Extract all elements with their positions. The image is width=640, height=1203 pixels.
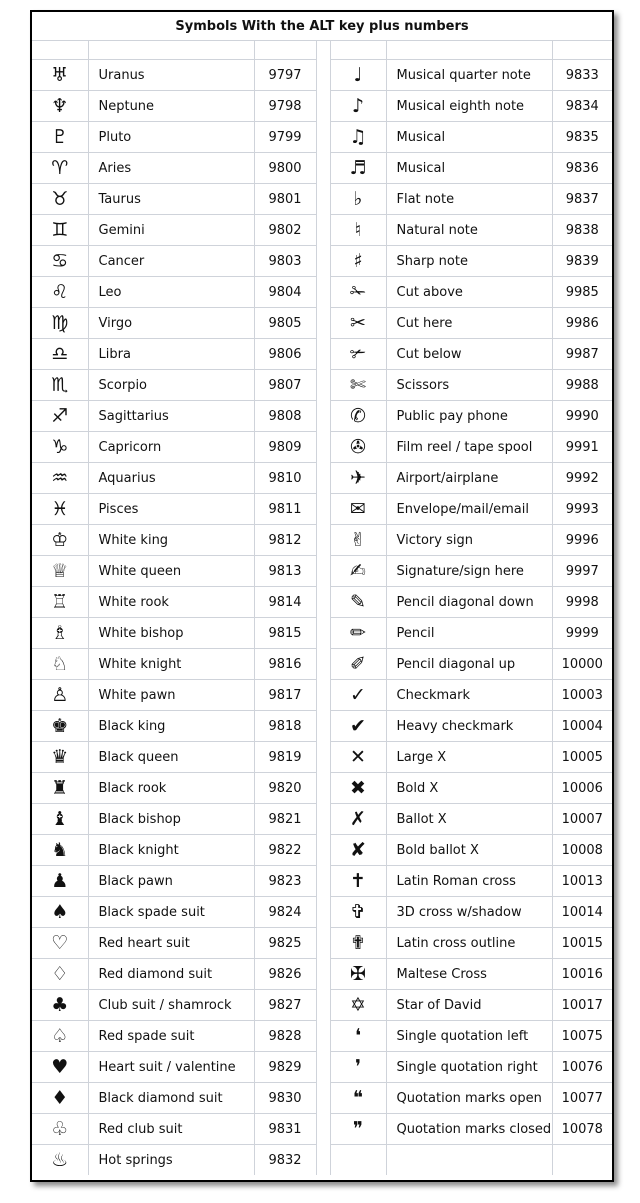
symbol-glyph: ✌: [330, 525, 386, 556]
blank-row: [32, 41, 612, 60]
symbol-name: Virgo: [88, 308, 254, 339]
symbol-name: Pencil diagonal up: [386, 649, 552, 680]
symbol-glyph: ♅: [32, 60, 88, 91]
symbol-name: Cut here: [386, 308, 552, 339]
alt-code: 9811: [254, 494, 316, 525]
symbol-name: Maltese Cross: [386, 959, 552, 990]
table-row: [32, 959, 612, 990]
symbol-name: Red heart suit: [88, 928, 254, 959]
symbol-name: White king: [88, 525, 254, 556]
symbol-glyph: ✂: [330, 308, 386, 339]
alt-code: 10008: [552, 835, 612, 866]
symbol-name: Black knight: [88, 835, 254, 866]
alt-code: 9823: [254, 866, 316, 897]
column-gap: [316, 1083, 330, 1114]
table-row: [32, 711, 612, 742]
table-row: [32, 91, 612, 122]
table-row: [32, 1145, 612, 1176]
symbol-name: 3D cross w/shadow: [386, 897, 552, 928]
symbol-glyph: ✉: [330, 494, 386, 525]
table-row: [32, 1114, 612, 1145]
symbol-name: Libra: [88, 339, 254, 370]
table-row: [32, 277, 612, 308]
symbol-glyph: ✎: [330, 587, 386, 618]
alt-code: 9803: [254, 246, 316, 277]
table-row: [32, 742, 612, 773]
alt-code: 9814: [254, 587, 316, 618]
symbol-glyph: ♛: [32, 742, 88, 773]
alt-code: 9806: [254, 339, 316, 370]
column-gap: [316, 308, 330, 339]
symbol-glyph: ♬: [330, 153, 386, 184]
symbol-glyph: ✔: [330, 711, 386, 742]
symbol-name: Scorpio: [88, 370, 254, 401]
symbol-name: Hot springs: [88, 1145, 254, 1176]
symbol-name: Cancer: [88, 246, 254, 277]
table-row: [32, 804, 612, 835]
symbol-glyph: ♎: [32, 339, 88, 370]
symbol-name: Black spade suit: [88, 897, 254, 928]
alt-code: 9837: [552, 184, 612, 215]
symbol-name: Black diamond suit: [88, 1083, 254, 1114]
alt-code: 9993: [552, 494, 612, 525]
symbol-name: White queen: [88, 556, 254, 587]
alt-code: 9815: [254, 618, 316, 649]
table-row: [32, 897, 612, 928]
column-gap: [316, 680, 330, 711]
alt-code: 9998: [552, 587, 612, 618]
symbol-glyph: ✕: [330, 742, 386, 773]
symbol-glyph: ♙: [32, 680, 88, 711]
table-row: [32, 1052, 612, 1083]
alt-code: 10003: [552, 680, 612, 711]
alt-code: 9820: [254, 773, 316, 804]
symbol-name: White knight: [88, 649, 254, 680]
symbol-glyph: ♞: [32, 835, 88, 866]
alt-code: 9997: [552, 556, 612, 587]
symbol-glyph: ♆: [32, 91, 88, 122]
symbol-glyph: ♇: [32, 122, 88, 153]
column-gap: [316, 742, 330, 773]
alt-code: 10013: [552, 866, 612, 897]
symbol-name: Bold ballot X: [386, 835, 552, 866]
symbol-glyph: ✃: [330, 339, 386, 370]
table-row: [32, 587, 612, 618]
symbol-name: Black pawn: [88, 866, 254, 897]
alt-code: 9829: [254, 1052, 316, 1083]
alt-code: 9807: [254, 370, 316, 401]
symbol-glyph: ✡: [330, 990, 386, 1021]
alt-code: 10015: [552, 928, 612, 959]
symbol-name: Sagittarius: [88, 401, 254, 432]
symbol-name: Single quotation right: [386, 1052, 552, 1083]
alt-code: 9802: [254, 215, 316, 246]
symbol-sheet: [30, 10, 614, 1182]
symbol-name: Pencil: [386, 618, 552, 649]
symbol-glyph: ♜: [32, 773, 88, 804]
column-gap: [316, 866, 330, 897]
alt-code: 10014: [552, 897, 612, 928]
alt-code: 9813: [254, 556, 316, 587]
alt-code: 9809: [254, 432, 316, 463]
symbol-glyph: ♖: [32, 587, 88, 618]
symbol-glyph: ♩: [330, 60, 386, 91]
symbol-name: Film reel / tape spool: [386, 432, 552, 463]
table-row: [32, 308, 612, 339]
alt-code: 9996: [552, 525, 612, 556]
column-gap: [316, 1145, 330, 1176]
column-gap: [316, 60, 330, 91]
column-gap: [316, 711, 330, 742]
table-row: [32, 556, 612, 587]
alt-code: 10077: [552, 1083, 612, 1114]
symbol-table: [32, 12, 612, 1175]
symbol-name: Club suit / shamrock: [88, 990, 254, 1021]
symbol-glyph: ✝: [330, 866, 386, 897]
symbol-name: Quotation marks open: [386, 1083, 552, 1114]
symbol-name: Taurus: [88, 184, 254, 215]
symbol-glyph: ✍: [330, 556, 386, 587]
symbol-name: Single quotation left: [386, 1021, 552, 1052]
column-gap: [316, 990, 330, 1021]
table-row: [32, 835, 612, 866]
symbol-glyph: ♫: [330, 122, 386, 153]
table-row: [32, 153, 612, 184]
column-gap: [316, 618, 330, 649]
symbol-name: Airport/airplane: [386, 463, 552, 494]
alt-code: 9985: [552, 277, 612, 308]
symbol-glyph: ✓: [330, 680, 386, 711]
alt-code: 9834: [552, 91, 612, 122]
symbol-name: Neptune: [88, 91, 254, 122]
table-row: [32, 649, 612, 680]
symbol-glyph: ❝: [330, 1083, 386, 1114]
alt-code: 10004: [552, 711, 612, 742]
alt-code: 9798: [254, 91, 316, 122]
alt-code: 9992: [552, 463, 612, 494]
symbol-glyph: ♭: [330, 184, 386, 215]
table-row: [32, 60, 612, 91]
column-gap: [316, 1114, 330, 1145]
symbol-glyph: ♋: [32, 246, 88, 277]
alt-code: 10005: [552, 742, 612, 773]
symbol-glyph: ❜: [330, 1052, 386, 1083]
symbol-glyph: ♑: [32, 432, 88, 463]
symbol-name: Quotation marks closed: [386, 1114, 552, 1145]
symbol-glyph: ✏: [330, 618, 386, 649]
column-gap: [316, 215, 330, 246]
symbol-glyph: ♓: [32, 494, 88, 525]
alt-code: 9816: [254, 649, 316, 680]
symbol-name: Aquarius: [88, 463, 254, 494]
symbol-name: Latin cross outline: [386, 928, 552, 959]
column-gap: [316, 525, 330, 556]
symbol-glyph: ❛: [330, 1021, 386, 1052]
alt-code: 9826: [254, 959, 316, 990]
symbol-glyph: ♘: [32, 649, 88, 680]
symbol-name: Black rook: [88, 773, 254, 804]
alt-code: 9831: [254, 1114, 316, 1145]
symbol-name: Star of David: [386, 990, 552, 1021]
alt-code: 10017: [552, 990, 612, 1021]
symbol-glyph: ❞: [330, 1114, 386, 1145]
symbol-name: Pencil diagonal down: [386, 587, 552, 618]
alt-code: 9818: [254, 711, 316, 742]
symbol-glyph: ✄: [330, 370, 386, 401]
symbol-name: Gemini: [88, 215, 254, 246]
symbol-glyph: ✗: [330, 804, 386, 835]
alt-code: 9836: [552, 153, 612, 184]
alt-code: 10000: [552, 649, 612, 680]
column-gap: [316, 91, 330, 122]
symbol-glyph: ♊: [32, 215, 88, 246]
alt-code: 10016: [552, 959, 612, 990]
alt-code: 10078: [552, 1114, 612, 1145]
symbol-glyph: ♉: [32, 184, 88, 215]
symbol-name: Public pay phone: [386, 401, 552, 432]
table-row: [32, 525, 612, 556]
alt-code: 9810: [254, 463, 316, 494]
symbol-glyph: ♡: [32, 928, 88, 959]
alt-code: 9822: [254, 835, 316, 866]
symbol-glyph: ✇: [330, 432, 386, 463]
symbol-glyph: ♐: [32, 401, 88, 432]
table-row: [32, 432, 612, 463]
column-gap: [316, 835, 330, 866]
symbol-name: Large X: [386, 742, 552, 773]
table-row: [32, 215, 612, 246]
table-row: [32, 370, 612, 401]
symbol-name: Leo: [88, 277, 254, 308]
symbol-glyph: ✈: [330, 463, 386, 494]
symbol-name: White rook: [88, 587, 254, 618]
symbol-glyph: ♚: [32, 711, 88, 742]
symbol-glyph: ♍: [32, 308, 88, 339]
symbol-glyph: ♒: [32, 463, 88, 494]
alt-code: 9804: [254, 277, 316, 308]
symbol-name: Latin Roman cross: [386, 866, 552, 897]
alt-code: 9819: [254, 742, 316, 773]
column-gap: [316, 370, 330, 401]
alt-code: 9801: [254, 184, 316, 215]
symbol-name: Musical: [386, 153, 552, 184]
column-gap: [316, 773, 330, 804]
column-gap: [316, 432, 330, 463]
column-gap: [316, 959, 330, 990]
column-gap: [316, 153, 330, 184]
symbol-glyph: ✖: [330, 773, 386, 804]
symbol-name: Envelope/mail/email: [386, 494, 552, 525]
symbol-glyph: ✠: [330, 959, 386, 990]
column-gap: [316, 556, 330, 587]
symbol-glyph: ♪: [330, 91, 386, 122]
symbol-name: [386, 1145, 552, 1176]
column-gap: [316, 184, 330, 215]
symbol-name: Checkmark: [386, 680, 552, 711]
alt-code: [552, 1145, 612, 1176]
symbol-name: Musical quarter note: [386, 60, 552, 91]
table-row: [32, 494, 612, 525]
symbol-glyph: ♨: [32, 1145, 88, 1176]
table-row: [32, 246, 612, 277]
alt-code: 9799: [254, 122, 316, 153]
table-row: [32, 463, 612, 494]
symbol-name: Natural note: [386, 215, 552, 246]
column-gap: [316, 463, 330, 494]
table-row: [32, 122, 612, 153]
table-row: [32, 773, 612, 804]
alt-code: 10075: [552, 1021, 612, 1052]
column-gap: [316, 804, 330, 835]
column-gap: [316, 1021, 330, 1052]
alt-code: 9821: [254, 804, 316, 835]
symbol-glyph: ✆: [330, 401, 386, 432]
alt-code: 9999: [552, 618, 612, 649]
column-gap: [316, 494, 330, 525]
symbol-glyph: ♕: [32, 556, 88, 587]
table-title: Symbols With the ALT key plus numbers: [32, 12, 612, 41]
symbol-name: Heart suit / valentine: [88, 1052, 254, 1083]
column-gap: [316, 897, 330, 928]
column-gap: [316, 649, 330, 680]
symbol-name: Capricorn: [88, 432, 254, 463]
symbol-name: Pluto: [88, 122, 254, 153]
symbol-name: Cut below: [386, 339, 552, 370]
column-gap: [316, 277, 330, 308]
symbol-name: Signature/sign here: [386, 556, 552, 587]
symbol-name: Red spade suit: [88, 1021, 254, 1052]
column-gap: [316, 246, 330, 277]
alt-code: 9833: [552, 60, 612, 91]
alt-code: 10006: [552, 773, 612, 804]
symbol-name: Cut above: [386, 277, 552, 308]
table-row: [32, 401, 612, 432]
table-row: [32, 680, 612, 711]
alt-code: 9830: [254, 1083, 316, 1114]
alt-code: 9990: [552, 401, 612, 432]
symbol-name: Musical: [386, 122, 552, 153]
symbol-glyph: ✁: [330, 277, 386, 308]
alt-code: 9828: [254, 1021, 316, 1052]
alt-code: 9832: [254, 1145, 316, 1176]
table-row: [32, 1083, 612, 1114]
symbol-name: Red diamond suit: [88, 959, 254, 990]
alt-code: 9812: [254, 525, 316, 556]
alt-code: 9827: [254, 990, 316, 1021]
table-row: [32, 618, 612, 649]
symbol-name: White pawn: [88, 680, 254, 711]
column-gap: [316, 122, 330, 153]
symbol-glyph: ♟: [32, 866, 88, 897]
alt-code: 9835: [552, 122, 612, 153]
table-row: [32, 184, 612, 215]
symbol-glyph: ♝: [32, 804, 88, 835]
symbol-name: Ballot X: [386, 804, 552, 835]
column-gap: [316, 401, 330, 432]
symbol-name: Black bishop: [88, 804, 254, 835]
table-row: [32, 1021, 612, 1052]
column-gap: [316, 587, 330, 618]
symbol-name: Black king: [88, 711, 254, 742]
symbol-glyph: ♥: [32, 1052, 88, 1083]
symbol-glyph: ♣: [32, 990, 88, 1021]
symbol-glyph: ♠: [32, 897, 88, 928]
alt-code: 9825: [254, 928, 316, 959]
symbol-name: Victory sign: [386, 525, 552, 556]
alt-code: 9987: [552, 339, 612, 370]
symbol-name: Aries: [88, 153, 254, 184]
symbol-glyph: ✞: [330, 897, 386, 928]
alt-code: 9988: [552, 370, 612, 401]
symbol-glyph: ♦: [32, 1083, 88, 1114]
symbol-glyph: [330, 1145, 386, 1176]
alt-code: 9805: [254, 308, 316, 339]
symbol-name: Red club suit: [88, 1114, 254, 1145]
symbol-name: Sharp note: [386, 246, 552, 277]
symbol-glyph: ♢: [32, 959, 88, 990]
table-row: [32, 928, 612, 959]
symbol-glyph: ♯: [330, 246, 386, 277]
alt-code: 9839: [552, 246, 612, 277]
symbol-glyph: ✐: [330, 649, 386, 680]
symbol-name: Uranus: [88, 60, 254, 91]
column-gap: [316, 339, 330, 370]
alt-code: 9797: [254, 60, 316, 91]
symbol-glyph: ♤: [32, 1021, 88, 1052]
alt-code: 9986: [552, 308, 612, 339]
alt-code: 10076: [552, 1052, 612, 1083]
symbol-name: Flat note: [386, 184, 552, 215]
symbol-name: Bold X: [386, 773, 552, 804]
table-row: [32, 990, 612, 1021]
symbol-glyph: ♧: [32, 1114, 88, 1145]
symbol-name: Heavy checkmark: [386, 711, 552, 742]
symbol-name: Black queen: [88, 742, 254, 773]
alt-code: 9817: [254, 680, 316, 711]
column-gap: [316, 928, 330, 959]
symbol-glyph: ♔: [32, 525, 88, 556]
symbol-name: Musical eighth note: [386, 91, 552, 122]
symbol-glyph: ♮: [330, 215, 386, 246]
table-row: [32, 866, 612, 897]
symbol-name: Scissors: [386, 370, 552, 401]
alt-code: 9808: [254, 401, 316, 432]
alt-code: 10007: [552, 804, 612, 835]
alt-code: 9800: [254, 153, 316, 184]
symbol-glyph: ✘: [330, 835, 386, 866]
symbol-glyph: ♌: [32, 277, 88, 308]
alt-code: 9991: [552, 432, 612, 463]
symbol-glyph: ✟: [330, 928, 386, 959]
alt-code: 9824: [254, 897, 316, 928]
table-row: [32, 339, 612, 370]
symbol-name: White bishop: [88, 618, 254, 649]
column-gap: [316, 1052, 330, 1083]
symbol-name: Pisces: [88, 494, 254, 525]
symbol-glyph: ♈: [32, 153, 88, 184]
alt-code: 9838: [552, 215, 612, 246]
symbol-glyph: ♗: [32, 618, 88, 649]
symbol-glyph: ♏: [32, 370, 88, 401]
